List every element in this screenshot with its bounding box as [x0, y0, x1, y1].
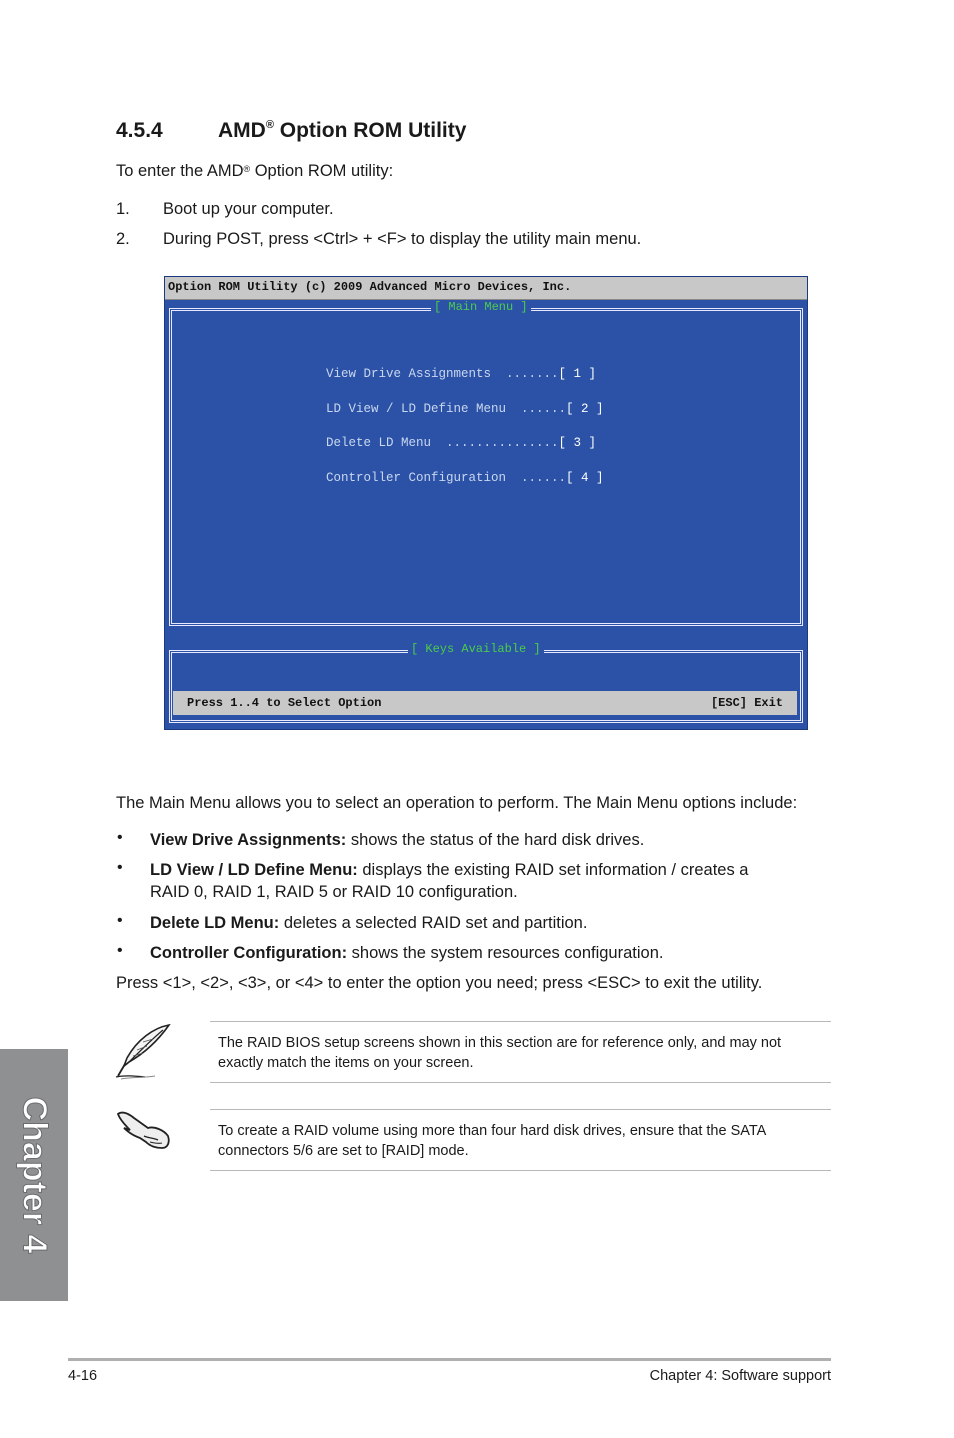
bios-title: Option ROM Utility (c) 2009 Advanced Micro Devices, Inc. — [168, 280, 572, 294]
main-menu-frame — [169, 308, 803, 626]
step-number: 1. — [116, 200, 130, 218]
main-menu-intro: The Main Menu allows you to select an operation to perform. The Main Menu options include: — [116, 794, 798, 812]
bullet-item — [150, 942, 663, 964]
note-top-rule — [210, 1109, 831, 1110]
keys-available-label: [ Keys Available ] — [408, 642, 544, 656]
menu-item-label: Controller Configuration ...... — [326, 471, 567, 485]
menu-item-key: [ 4 ] — [566, 471, 604, 485]
bullet-mark: • — [117, 829, 123, 846]
page-number: 4-16 — [68, 1368, 98, 1384]
main-menu-label: [ Main Menu ] — [431, 300, 531, 314]
bullet-desc: shows the system resources configuration. — [347, 944, 664, 962]
registered-mark: ® — [265, 119, 274, 131]
section-title-rest: Option ROM Utility — [273, 119, 467, 142]
intro-text-pre: To enter the AMD — [116, 162, 244, 180]
bullet-term: Delete LD Menu: — [150, 914, 280, 932]
section-title-brand: AMD — [218, 119, 266, 142]
menu-item-label: View Drive Assignments ....... — [326, 367, 559, 381]
chapter-tab-label: Chapter 4 — [15, 1096, 54, 1254]
menu-item-key: [ 1 ] — [558, 367, 597, 381]
chapter-tab — [0, 1049, 68, 1301]
note-bottom-rule — [210, 1170, 831, 1171]
note-line: connectors 5/6 are set to [RAID] mode. — [218, 1143, 469, 1159]
bullet-term: Controller Configuration: — [150, 944, 348, 962]
bullet-term: LD View / LD Define Menu: — [150, 861, 358, 879]
note-top-rule — [210, 1021, 831, 1022]
intro-text — [116, 160, 393, 182]
bullet-item — [150, 859, 748, 903]
menu-item-view-drive-assignments[interactable] — [326, 367, 596, 381]
menu-item-controller-configuration[interactable] — [326, 471, 604, 485]
pointing-hand-icon — [114, 1108, 172, 1152]
note-line: To create a RAID volume using more than four hard disk drives, ensure that the SATA — [218, 1123, 767, 1139]
intro-text-post: Option ROM utility: — [250, 162, 394, 180]
step-text: During POST, press <Ctrl> + <F> to display the utility main menu. — [163, 230, 642, 248]
status-hint: Press 1..4 to Select Option — [187, 696, 382, 710]
note-line: The RAID BIOS setup screens shown in this section are for reference only, and may not — [218, 1035, 782, 1051]
menu-item-ld-view[interactable] — [326, 402, 604, 416]
footer-chapter-title: Chapter 4: Software support — [649, 1368, 831, 1384]
note-bottom-rule — [210, 1082, 831, 1083]
footer-rule — [68, 1358, 831, 1361]
step-text: Boot up your computer. — [163, 200, 334, 218]
bullet-item — [150, 829, 644, 851]
menu-item-key: [ 2 ] — [566, 402, 604, 416]
esc-exit-hint: [ESC] Exit — [710, 696, 783, 710]
menu-item-delete-ld[interactable] — [326, 436, 596, 450]
quill-pen-icon — [113, 1022, 173, 1080]
menu-item-label: LD View / LD Define Menu ...... — [326, 402, 567, 416]
menu-item-label: Delete LD Menu ............... — [326, 436, 559, 450]
menu-item-key: [ 3 ] — [558, 436, 597, 450]
bios-title-bar — [165, 277, 807, 300]
bullet-desc: deletes a selected RAID set and partition. — [279, 914, 588, 932]
section-title — [218, 119, 466, 143]
bullet-term: View Drive Assignments: — [150, 831, 347, 849]
bullet-item — [150, 912, 587, 934]
bullet-desc: shows the status of the hard disk drives. — [346, 831, 645, 849]
note-text-sata — [218, 1121, 818, 1161]
section-number: 4.5.4 — [116, 119, 163, 142]
bios-status-bar — [173, 691, 797, 715]
step-number: 2. — [116, 230, 130, 248]
bullet-desc-continued: RAID 0, RAID 1, RAID 5 or RAID 10 configuration. — [150, 883, 518, 901]
press-instructions: Press <1>, <2>, <3>, or <4> to enter the option you need; press <ESC> to exit the utility. — [116, 974, 763, 992]
bullet-desc: displays the existing RAID set information / creates a — [357, 861, 749, 879]
bullet-mark: • — [117, 942, 123, 959]
bullet-mark: • — [117, 859, 123, 876]
note-line: exactly match the items on your screen. — [218, 1055, 474, 1071]
bios-screen — [164, 276, 808, 730]
registered-mark: ® — [243, 164, 251, 174]
note-text-reference — [218, 1033, 818, 1073]
bullet-mark: • — [117, 912, 123, 929]
